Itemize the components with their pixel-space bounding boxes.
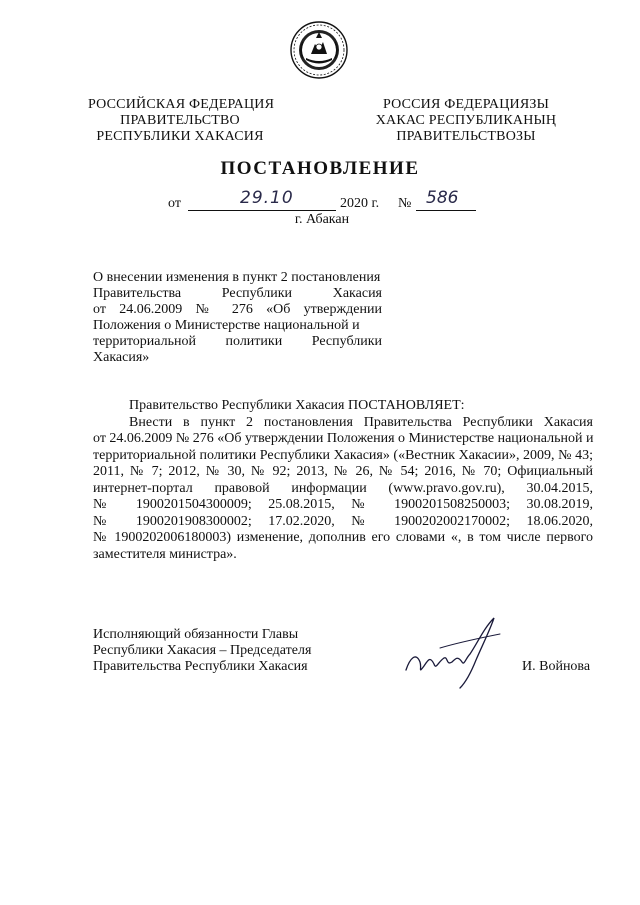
header-left: [88, 97, 275, 145]
document-body: [93, 398, 593, 563]
subject-line: Хакасия»: [93, 350, 150, 365]
body-line: территориальной политики Республики Хакасия» («Вестник Хакасии», 2009, № 43;: [93, 447, 593, 463]
signer-title: [93, 627, 311, 675]
body-line: 2011, № 7; 2012, № 30, № 92; 2013, № 26, № 54; 2016, № 70; Официальный: [93, 464, 593, 479]
header-right-line: ПРАВИТЕЛЬСТВОЗЫ: [396, 129, 536, 144]
signer-line: Исполняющий обязанности Главы: [93, 627, 299, 642]
date-line: [168, 188, 488, 214]
number-label: №: [398, 196, 412, 211]
header-left-line: РОССИЙСКАЯ ФЕДЕРАЦИЯ: [88, 97, 275, 112]
handwritten-number: 586: [426, 188, 459, 208]
body-line: Внести в пункт 2 постановления Правительства Республики Хакасия: [129, 414, 593, 430]
handwritten-date: 29.10: [240, 188, 294, 208]
subject-line: от 24.06.2009 № 276 «Об утверждении: [93, 302, 382, 317]
document-title: ПОСТАНОВЛЕНИЕ: [220, 158, 420, 179]
body-line: № 1900202006180003) изменение, дополнив его словами «, в том числе первого: [93, 530, 593, 545]
body-line: от 24.06.2009 № 276 «Об утверждении Положения о Министерстве национальной и: [93, 431, 594, 446]
body-line: заместителя министра».: [93, 546, 237, 562]
number-underline: [416, 210, 476, 211]
header-left-line: ПРАВИТЕЛЬСТВО: [120, 113, 240, 128]
city-label: г. Абакан: [294, 212, 350, 227]
body-line: № 1900201504300009; 25.08.2015, № 1900201508250003; 30.08.2019,: [93, 497, 593, 512]
signer-name: И. Войнова: [522, 659, 591, 674]
body-line: интернет-портал правовой информации (www.pravo.gov.ru), 30.04.2015,: [93, 480, 593, 496]
subject-line: О внесении изменения в пункт 2 постановления: [93, 270, 381, 285]
year-label: 2020 г.: [340, 196, 380, 211]
signer-line: Республики Хакасия – Председателя: [93, 643, 312, 658]
date-underline: [188, 210, 336, 211]
subject-line: Правительства Республики Хакасия: [93, 286, 382, 301]
subject-line: территориальной политики Республики: [93, 334, 382, 349]
signature-icon: [400, 612, 510, 692]
header-right: [368, 97, 564, 145]
body-line: № 1900201908300002; 17.02.2020, № 1900202002170002; 18.06.2020,: [93, 513, 593, 529]
from-label: от: [168, 196, 181, 211]
document-subject: [93, 270, 382, 366]
city-line: [0, 212, 640, 228]
header-left-line: РЕСПУБЛИКИ ХАКАСИЯ: [96, 129, 264, 144]
subject-line: Положения о Министерстве национальной и: [93, 318, 360, 333]
body-line: Правительство Республики Хакасия ПОСТАНОВЛЯЕТ:: [129, 398, 465, 413]
coat-of-arms-icon: [289, 20, 349, 80]
header-right-line: РОССИЯ ФЕДЕРАЦИЯЗЫ: [382, 97, 550, 112]
header-right-line: ХАКАС РЕСПУБЛИКАНЫҢ: [375, 113, 557, 128]
signer-line: Правительства Республики Хакасия: [93, 659, 308, 674]
